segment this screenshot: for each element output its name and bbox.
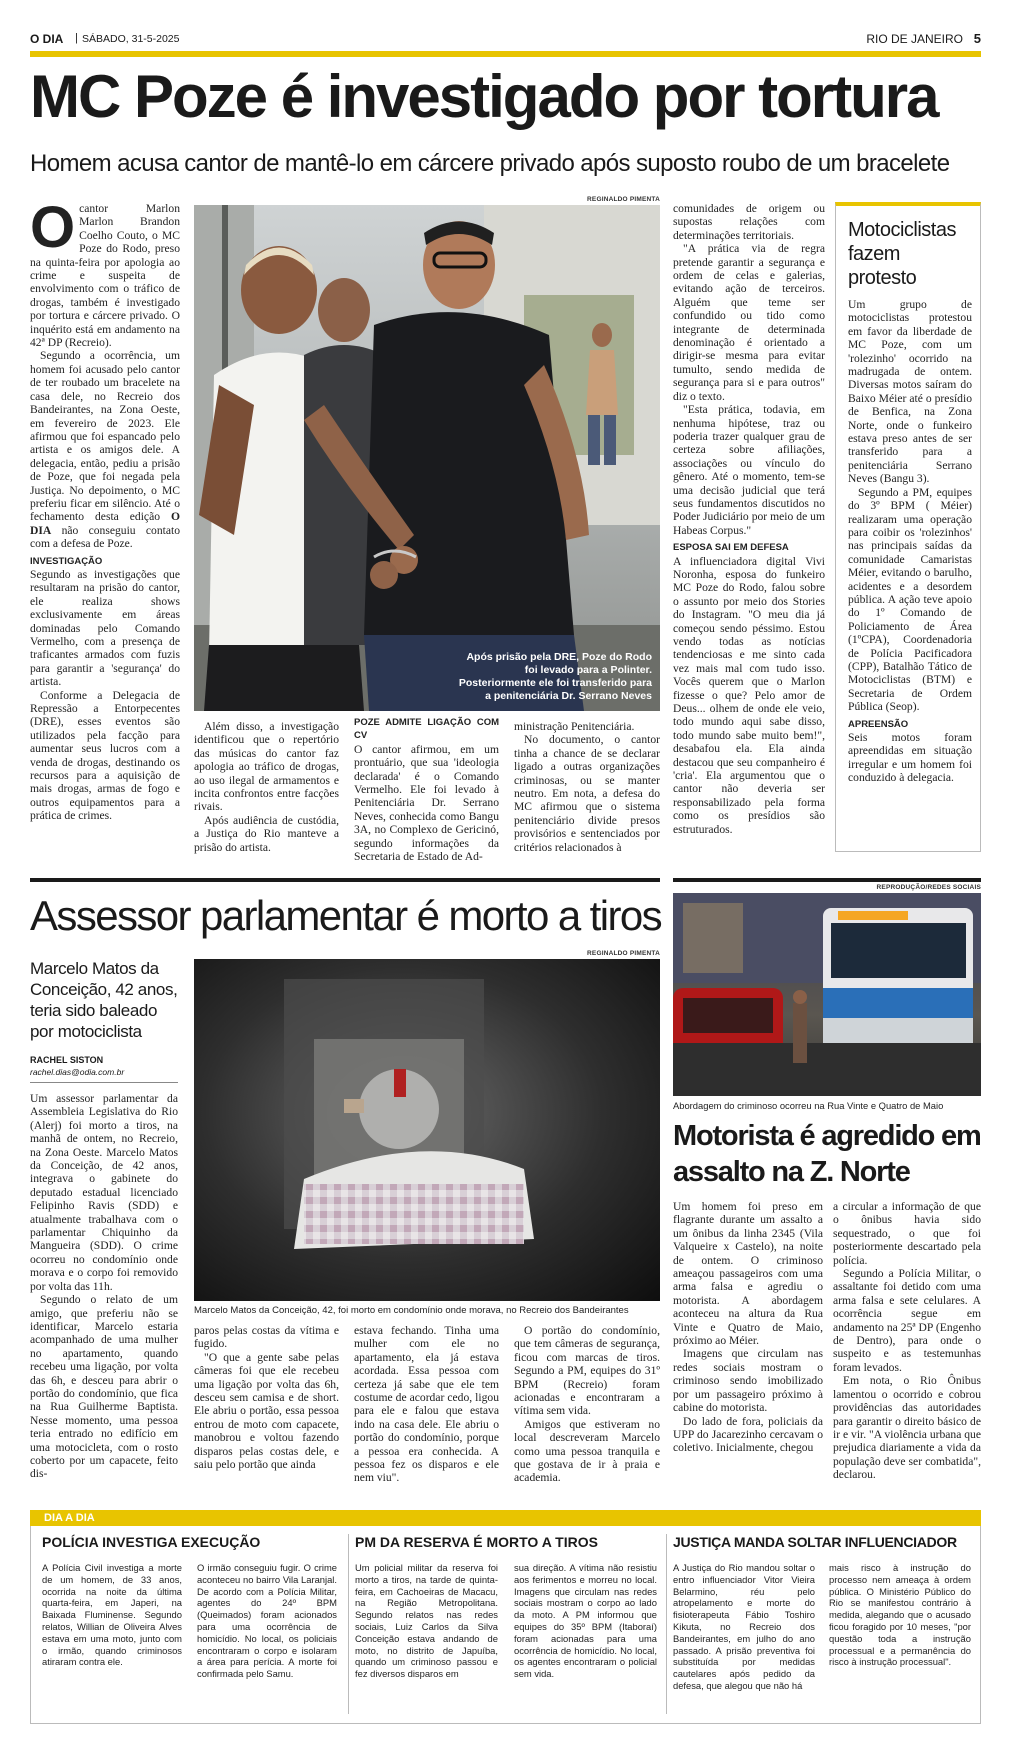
sidebar-paragraph: Um grupo de motociclistas protestou em favor da liberdade de MC Poze, com um 'rolezinho' ocorrido na madrugada de ontem. Diversas motos saíram do Baixo Méier até o presídio de Benfica, na Zona Norte, onde o funkeiro estava preso antes de ser transferido para a penitenciária Serrano Neves (Bangu 3). <box>848 298 972 486</box>
story2-paragraph: Um assessor parlamentar da Assembleia Legislativa do Rio (Alerj) foi morto a tiros, na manhã de ontem, no Recreio, na Zona Oeste. Marcelo Matos da Conceição, de 42 anos, integrava o gabinete do deputado estadual licenciado Felipinho Ravis (SDD) e atualmente trabalhava com o parlamentar Chiquinho da Mangueira (SDD). O crime ocorreu no condomínio onde morava e o corpo foi removido por volta das 11h. <box>30 1092 178 1293</box>
page-number: 5 <box>973 31 981 46</box>
dia-divider <box>666 1534 667 1714</box>
story2-photo-caption: Marcelo Matos da Conceição, 42, foi morto em condomínio onde morava, no Recreio dos Bandeirantes <box>194 1305 629 1316</box>
story2-paragraph: Segundo o relato de um amigo, que preferiu não se identificar, Marcelo estaria acompanhado de uma mulher no apartamento, quando recebeu uma ligação, por volta das 6h, e desceu para abrir o portão do condomínio, que fica na Rua Guilherme Baptista. Nesse momento, uma pessoa teria entrado no edifício em uma motocicleta, com o rosto coberto por um capacete, feito dis- <box>30 1293 178 1481</box>
dia-item-text: sua direção. A vítima não resistiu aos ferimentos e morreu no local. Imagens que circulam nas redes sociais mostram o corpo ao lado da moto. A PM informou que equipes do 35º BPM (Itaboraí) foram acionadas para uma ocorrência de homicídio. No local, os agentes encontraram o policial sem vida. <box>514 1562 657 1680</box>
story2-photo <box>194 959 660 1301</box>
story1-photo <box>194 205 660 711</box>
sidebar-paragraph: Segundo a PM, equipes do 3º BPM ( Méier) realizaram uma operação para coibir os 'rolezinhos' nas principais saídas da comunidade Camaristas Méier, evitando o barulho, acidentes e a desordem pública. A ação teve apoio do 1º Comando de Policiamento de Área (1ºCPA), Coordenadoria de Polícia Pacificadora (CPP), Batalhão Tático de Motociclistas (BTM) e Secretaria de Ordem Pública (Seop). <box>848 485 972 714</box>
dia-item-text: A Polícia Civil investiga a morte de um homem, de 33 anos, ocorrida na noite da última quarta-feira, em Japeri, na Baixada Fluminense. Segundo relatos, Willian de Oliveira Alves estava em uma moto, junto com o irmão, quando criminosos atiraram contra ele. <box>42 1562 182 1668</box>
dia-item-title: PM DA RESERVA É MORTO A TIROS <box>355 1534 598 1550</box>
dropcap: O <box>30 195 76 260</box>
story2-paragraph: O portão do condomínio, que tem câmeras de segurança, ficou com marcas de tiros. Segundo a PM, equipes do 31º BPM (Recreio) foram acionadas e encontraram a vítima sem vida. <box>514 1324 660 1418</box>
story1-column-1 <box>30 195 181 823</box>
story1-paragraph: "Esta prática, todavia, em nenhuma hipótese, traz ou poderia trazer qualquer grau de certeza sobre afiliações, associações ou vínculo do gênero. Até o momento, tem-se uma decisão judicial que terá seus fundamentos discutidos no Poder Judiciário por meio de um Habeas Corpus." <box>673 403 825 537</box>
story1-paragraph: ministração Penitenciária. <box>514 720 635 733</box>
dia-item-title: POLÍCIA INVESTIGA EXECUÇÃO <box>42 1534 261 1550</box>
story1-column-2 <box>194 720 339 854</box>
newspaper-name: O DIA <box>30 510 180 537</box>
header-date: SÁBADO, 31-5-2025 <box>82 33 180 45</box>
story1-subhead-cv: POZE ADMITE LIGAÇÃO COM CV <box>354 717 499 742</box>
story3-column-2 <box>833 1200 981 1482</box>
story2-paragraph: "O que a gente sabe pelas câmeras foi que ele recebeu uma ligação por volta das 6h, desceu sem camisa e de short. Ele abriu o portão, essa pessoa entrou de moto com capacete, manobrou e voltou fazendo disparos pelas costas dele, e saiu pelo portão que ainda <box>194 1350 339 1472</box>
story3-column-1 <box>673 1200 823 1455</box>
story1-paragraph: comunidades de origem ou supostas relações com determinações territoriais. <box>673 202 825 242</box>
story2-column-2 <box>194 1324 339 1471</box>
story2-top-rule <box>30 878 660 882</box>
story1-subhead-investigacao: INVESTIGAÇÃO <box>30 555 103 567</box>
dia-item-2 <box>355 1534 660 1680</box>
story1-paragraph: Conforme a Delegacia de Repressão a Entorpecentes (DRE), esses eventos são utilizados pela facção para aumentar seus lucros com a venda de drogas, destinando os recursos para a aquisição de mais drogas, armas de fogo e outros equipamentos para a prática de crimes. <box>30 688 180 823</box>
dia-item-text: mais risco à instrução do processo nem ameaça à ordem pública. O Ministério Público do Rio se manifestou contrário à medida, alegando que o acusado ficou foragido por 10 meses, "por questão toda a instrução processual e a permanência do risco à instrução processual". <box>829 1562 971 1668</box>
dia-item-3 <box>673 1534 973 1691</box>
story3-photo-caption: Abordagem do criminoso ocorreu na Rua Vinte e Quatro de Maio <box>673 1100 944 1111</box>
story1-paragraph: No documento, o cantor tinha a chance de se declarar ligado a outras organizações criminosas, ou se manter neutro. Em nota, a defesa do MC afirmou que o sistema penitenciário divide presos provisórios e sentenciados por critérios relacionados à <box>514 733 660 854</box>
story1-paragraph: "A prática via de regra pretende garantir a segurança e ordem de celas e galerias, evitando ação de terceiros. Alguém que teme ser confundido ou tido como integrante de determinada denominação é orientado a dirigir-se mesma para evitar tumulto, sendo medida de segurança para si e para outros" diz o texto. <box>673 242 825 403</box>
arrest-scene-illustration <box>194 205 660 711</box>
story1-paragraph: Segundo as investigações que resultaram na prisão do cantor, ele realiza shows exclusivamente em áreas dominadas pelo Comando Vermelho, com a presença de traficantes armados com fuzis para garantir a 'segurança' do artista. <box>30 567 180 689</box>
story1-subhead-esposa: ESPOSA SAI EM DEFESA <box>673 542 789 554</box>
story1-column-4 <box>514 720 660 854</box>
header-divider: | <box>75 32 78 44</box>
dia-a-dia-label: DIA A DIA <box>44 1512 95 1524</box>
story3-paragraph: Imagens que circulam nas redes sociais mostram o criminoso sendo imobilizado por um passageiro próximo à cabine do motorista. <box>673 1347 823 1415</box>
crime-scene-illustration <box>194 959 660 1301</box>
story2-column-3 <box>354 1324 499 1485</box>
dia-item-text: Um policial militar da reserva foi morto a tiros, na tarde de quinta-feira, em Cachoeiras de Macacu, na Região Metropolitana. Segundo relatos nas redes sociais, Luiz Carlos da Silva Conceição estava andando de moto, no distrito de Japuíba, quando um criminoso passou e fez diversos disparos em <box>355 1562 498 1680</box>
dia-item-text: O irmão conseguiu fugir. O crime aconteceu no bairro Vila Laranjal. De acordo com a Polícia Militar, agentes do 24º BPM (Queimados) foram acionados para uma ocorrência de homicídio. No local, os policiais encontraram o corpo e isolaram a área para perícia. A morte foi confirmada pelo Samu. <box>197 1562 337 1680</box>
story1-column-3 <box>354 716 499 863</box>
sidebar-box <box>835 202 981 852</box>
story2-deck: Marcelo Matos da Conceição, 42 anos, teria sido baleado por motociclista <box>30 959 178 1041</box>
story1-subheadline: Homem acusa cantor de mantê-lo em cárcere privado após suposto roubo de um bracelete <box>30 150 950 177</box>
story2-headline: Assessor parlamentar é morto a tiros <box>30 892 661 939</box>
header-rule <box>30 51 981 57</box>
story2-paragraph: Amigos que estiveram no local descreveram Marcelo como uma pessoa tranquila e que gostava de ir à praia e academia. <box>514 1417 660 1485</box>
story1-column-5 <box>673 202 825 836</box>
story3-paragraph: Segundo a Polícia Militar, o assaltante foi detido com uma arma falsa e sete celulares. A ocorrência segue em andamento na 25ª DP (Engenho de Dentro), para onde o suspeito e as testemunhas foram levados. <box>833 1267 981 1374</box>
page-header <box>30 30 981 50</box>
story2-column-4 <box>514 1324 660 1485</box>
story1-photo-caption: Após prisão pela DRE, Poze do Rodo foi levado para a Polinter. Posteriormente ele foi transferido para a penitenciária Dr. Serrano Neves <box>458 651 652 702</box>
sidebar-title: Motociclistas fazem protesto <box>848 219 956 289</box>
dia-item-text: A Justiça do Rio mandou soltar o entro influenciador Vitor Vieira Belarmino, réu pelo atropelamento e morte do fisioterapeuta Fábio Toshiro Kikuta, no Recreio dos Bandeirantes, em julho do ano passado. A prisão preventiva foi substituída por medidas cautelares após pedido da defesa, que alegou que não há <box>673 1562 815 1691</box>
bus-scene-illustration <box>673 893 981 1096</box>
sidebar-body <box>848 298 972 785</box>
header-city: RIO DE JANEIRO <box>866 32 963 46</box>
story2-byline: RACHEL SISTON <box>30 1055 104 1065</box>
story3-top-rule <box>673 878 981 882</box>
story2-column-1 <box>30 1092 178 1481</box>
story1-paragraph: Além disso, a investigação identificou que o repertório das músicas do cantor faz apologia ao tráfico de drogas, ao uso ilegal de armamentos e incita confrontos entre facções rivais. <box>194 720 339 814</box>
dia-item-title: JUSTIÇA MANDA SOLTAR INFLUENCIADOR <box>673 1534 957 1550</box>
story2-paragraph: paros pelas costas da vítima e fugido. <box>194 1324 339 1351</box>
story3-headline: Motorista é agredido em assalto na Z. Norte <box>673 1120 981 1188</box>
story2-email: rachel.dias@odia.com.br <box>30 1067 125 1077</box>
story2-photo-credit: REGINALDO PIMENTA <box>587 950 660 957</box>
story3-paragraph: Em nota, o Rio Ônibus lamentou o ocorrido e cobrou providências das autoridades para garantir o direito básico de ir e vir. "A violência urbana que prejudica diariamente a vida da população deve ser combatida", declarou. <box>833 1374 981 1482</box>
story1-paragraph: A influenciadora digital Vivi Noronha, esposa do funkeiro MC Poze do Rodo, falou sobre o assunto por meio dos Stories do Instagram. "O meu dia já começou sendo péssimo. Estou vendo todas as notícias tendenciosas e me sinto cada vez mais mal com tudo isso. Vocês querem que o Marlon fizesse o que? Pelo amor de Deus... olhem de onde ele veio, todo mundo aqui sabe disso, todo mundo sabe muito bem!", desabafou ela. Ela ainda destacou que seu companheiro é 'cria'. Ela argumentou que o cantor não deveria ser responsabilizado pela forma como os presídios são estruturados. <box>673 554 825 836</box>
story1-lead-paragraph: cantor Marlon Marlon Brandon Coelho Couto, o MC Poze do Rodo, preso na quinta-feira por apologia ao crime e suspeita de envolvimento com o tráfico de drogas, também é investigado por tortura e cárcere privado. O inquérito está em andamento na 42ª DP (Recreio). <box>30 202 180 350</box>
story1-headline: MC Poze é investigado por tortura <box>30 63 938 130</box>
story3-paragraph: Do lado de fora, policiais da UPP do Jacarezinho cercavam o coletivo. Inicialmente, chegou <box>673 1414 823 1455</box>
sidebar-paragraph: Seis motos foram apreendidas em situação irregular e um homem foi conduzido à delegacia. <box>848 731 972 785</box>
dia-divider <box>348 1534 349 1714</box>
story3-photo-credit: REPRODUÇÃO/REDES SOCIAIS <box>876 884 981 891</box>
story1-photo-credit: REGINALDO PIMENTA <box>587 196 660 203</box>
story1-paragraph: Após audiência de custódia, a Justiça do Rio manteve a prisão do artista. <box>194 813 339 854</box>
story2-paragraph: estava fechando. Tinha uma mulher com ele no apartamento, ela já estava acordada. Essa pessoa com certeza já sabe que ele tem costume de acordar cedo, ligou para ele e falou que estava indo na casa dele. Ele abriu o portão do condomínio, porque a pessoa era conhecida. A pessoa fez os disparos e ele nem viu". <box>354 1324 499 1485</box>
story2-byline-rule <box>30 1082 178 1083</box>
story3-paragraph: a circular a informação de que o ônibus havia sido sequestrado, o que foi posteriormente descartado pela polícia. <box>833 1200 981 1267</box>
dia-a-dia-bar <box>30 1510 981 1526</box>
dia-item-1 <box>42 1534 342 1680</box>
story3-photo <box>673 893 981 1096</box>
story3-paragraph: Um homem foi preso em flagrante durante um assalto a um ônibus da linha 2345 (Vila Valqueire x Castelo), na noite de ontem. O criminoso ameaçou passageiros com uma arma falsa e agrediu o motorista. A abordagem aconteceu na altura da Rua Vinte e Quatro de Maio, próximo ao Méier. <box>673 1200 823 1348</box>
story1-paragraph: Segundo a ocorrência, um homem foi acusado pelo cantor de ter roubado um bracelete na casa dele, no Recreio dos Bandeirantes, na Zona Oeste, em fevereiro de 2023. Ele afirmou que foi espancado pelo artista e os amigos dele. A delegacia, então, pediu a prisão de Poze, que foi negada pela Justiça. No depoimento, o MC preferiu ficar em silêncio. Até o fechamento desta edição O DIA não conseguiu contato com a defesa de Poze. <box>30 349 181 551</box>
story1-paragraph: O cantor afirmou, em um prontuário, que sua 'ideologia declarada' é o Comando Vermelho. Ele foi levado à Penitenciária Dr. Serrano Neves, conhecida como Bangu 3A, no Complexo de Gericinó, segundo informações da Secretaria de Estado de Ad- <box>354 742 499 864</box>
sidebar-subhead: APREENSÃO <box>848 718 909 730</box>
brand-logo: O DIA <box>30 32 64 46</box>
